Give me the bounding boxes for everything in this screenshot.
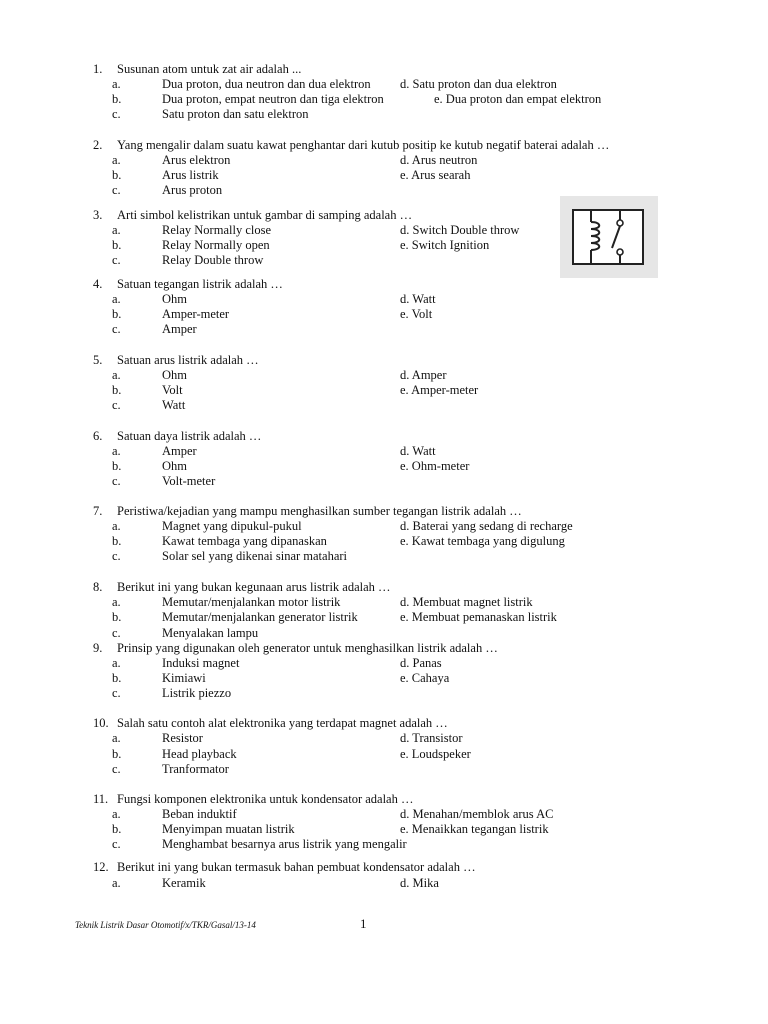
option-right: e. Menaikkan tegangan listrik [400,822,549,836]
option-right: e. Volt [400,307,433,321]
option-letter: a. [112,292,121,306]
option-row [0,322,768,337]
option-letter: a. [112,807,121,821]
option-right: e. Ohm-meter [400,459,470,473]
option-text: Relay Double throw [162,253,264,267]
option-text: Kimiawi [162,671,206,685]
question-number: 6. [93,429,103,443]
question-number: 10. [93,716,109,730]
option-text: Relay Normally close [162,223,271,237]
option-row [0,307,768,322]
option-right: e. Cahaya [400,671,450,685]
relay-icon [560,196,658,278]
option-letter: c. [112,837,121,851]
option-row [0,686,768,701]
option-row [0,474,768,489]
option-letter: a. [112,444,121,458]
option-row [0,837,768,852]
option-text: Relay Normally open [162,238,270,252]
page-number: 1 [360,916,367,931]
question-text: Peristiwa/kejadian yang mampu menghasilkan sumber tegangan listrik adalah … [117,504,522,518]
option-text: Head playback [162,747,237,761]
option-letter: c. [112,183,121,197]
option-row [0,549,768,564]
option-right: d. Watt [400,444,436,458]
option-text: Memutar/menjalankan motor listrik [162,595,341,609]
option-text: Arus listrik [162,168,219,182]
option-letter: b. [112,92,122,106]
option-letter: b. [112,747,122,761]
option-right: e. Dua proton dan empat elektron [434,92,602,106]
option-letter: c. [112,474,121,488]
relay-symbol-image [560,196,658,278]
option-letter: a. [112,519,121,533]
option-text: Volt [162,383,183,397]
option-text: Kawat tembaga yang dipanaskan [162,534,327,548]
option-right: d. Satu proton dan dua elektron [400,77,557,91]
option-right: d. Membuat magnet listrik [400,595,533,609]
option-right: d. Watt [400,292,436,306]
option-letter: a. [112,876,121,890]
option-letter: a. [112,595,121,609]
option-text: Solar sel yang dikenai sinar matahari [162,549,348,563]
option-row [0,398,768,413]
question-text: Salah satu contoh alat elektronika yang terdapat magnet adalah … [117,716,448,730]
option-right: d. Arus neutron [400,153,478,167]
question-text: Satuan arus listrik adalah … [117,353,259,367]
option-right: d. Baterai yang sedang di recharge [400,519,573,533]
option-row [0,519,768,534]
option-letter: b. [112,459,122,473]
option-text: Amper [162,322,197,336]
option-row [0,807,768,822]
option-letter: c. [112,762,121,776]
option-row [0,77,768,92]
option-letter: b. [112,383,122,397]
option-letter: c. [112,107,121,121]
option-right: e. Kawat tembaga yang digulung [400,534,565,548]
option-row [0,626,768,641]
option-row [0,747,768,762]
option-text: Dua proton, empat neutron dan tiga elektron [162,92,384,106]
option-letter: a. [112,656,121,670]
option-text: Satu proton dan satu elektron [162,107,309,121]
option-letter: c. [112,686,121,700]
option-row [0,383,768,398]
option-letter: b. [112,168,122,182]
option-right: e. Loudspeker [400,747,471,761]
option-text: Ohm [162,292,187,306]
option-row [0,92,768,107]
option-right: e. Membuat pemanaskan listrik [400,610,557,624]
option-text: Beban induktif [162,807,237,821]
question-text: Yang mengalir dalam suatu kawat penghantar dari kutub positip ke kutub negatif baterai adalah … [117,138,610,152]
option-letter: c. [112,253,121,267]
option-text: Watt [162,398,186,412]
question-text: Arti simbol kelistrikan untuk gambar di samping adalah … [117,208,413,222]
question-text: Satuan daya listrik adalah … [117,429,262,443]
question-number: 1. [93,62,103,76]
option-right: d. Amper [400,368,447,382]
question-text: Berikut ini yang bukan termasuk bahan pembuat kondensator adalah … [117,860,476,874]
option-right: e. Arus searah [400,168,471,182]
option-row [0,876,768,891]
option-row [0,656,768,671]
option-text: Ohm [162,459,187,473]
option-letter: b. [112,610,122,624]
question-number: 3. [93,208,103,222]
option-letter: c. [112,549,121,563]
option-text: Amper-meter [162,307,230,321]
option-text: Induksi magnet [162,656,240,670]
option-text: Menghambat besarnya arus listrik yang mengalir [162,837,407,851]
option-row [0,292,768,307]
option-right: d. Switch Double throw [400,223,520,237]
question-number: 8. [93,580,103,594]
option-row [0,762,768,777]
option-row [0,822,768,837]
option-row [0,671,768,686]
question-text: Satuan tegangan listrik adalah … [117,277,283,291]
option-letter: a. [112,223,121,237]
option-text: Listrik piezzo [162,686,232,700]
option-row [0,731,768,746]
option-row [0,153,768,168]
option-right: e. Switch Ignition [400,238,490,252]
question-number: 5. [93,353,103,367]
question-number: 12. [93,860,109,874]
option-text: Resistor [162,731,203,745]
question-text: Fungsi komponen elektronika untuk kondensator adalah … [117,792,414,806]
option-right: e. Amper-meter [400,383,479,397]
option-letter: a. [112,153,121,167]
question-number: 7. [93,504,103,518]
option-row [0,368,768,383]
option-right: d. Transistor [400,731,463,745]
option-right: d. Mika [400,876,439,890]
option-row [0,168,768,183]
option-text: Dua proton, dua neutron dan dua elektron [162,77,371,91]
question-number: 2. [93,138,103,152]
option-letter: c. [112,398,121,412]
question-number: 11. [93,792,109,806]
option-letter: a. [112,77,121,91]
option-letter: c. [112,322,121,336]
option-row [0,107,768,122]
option-right: d. Panas [400,656,442,670]
question-number: 4. [93,277,103,291]
option-text: Ohm [162,368,187,382]
option-letter: a. [112,731,121,745]
footer-text: Teknik Listrik Dasar Otomotif/x/TKR/Gasal/13-14 [75,920,256,930]
question-text: Prinsip yang digunakan oleh generator untuk menghasilkan listrik adalah … [117,641,498,655]
option-text: Keramik [162,876,206,890]
option-letter: b. [112,822,122,836]
option-letter: c. [112,626,121,640]
option-letter: b. [112,534,122,548]
option-text: Menyimpan muatan listrik [162,822,295,836]
question-text: Susunan atom untuk zat air adalah ... [117,62,302,76]
question-text: Berikut ini yang bukan kegunaan arus listrik adalah … [117,580,391,594]
option-row [0,459,768,474]
option-row [0,610,768,625]
option-letter: b. [112,671,122,685]
option-letter: b. [112,238,122,252]
option-letter: a. [112,368,121,382]
option-text: Magnet yang dipukul-pukul [162,519,302,533]
option-letter: b. [112,307,122,321]
option-right: d. Menahan/memblok arus AC [400,807,554,821]
option-text: Menyalakan lampu [162,626,259,640]
option-text: Amper [162,444,197,458]
option-text: Volt-meter [162,474,216,488]
option-row [0,595,768,610]
option-text: Arus elektron [162,153,231,167]
option-row [0,534,768,549]
option-text: Arus proton [162,183,223,197]
option-text: Tranformator [162,762,229,776]
option-row [0,444,768,459]
option-text: Memutar/menjalankan generator listrik [162,610,358,624]
question-number: 9. [93,641,103,655]
